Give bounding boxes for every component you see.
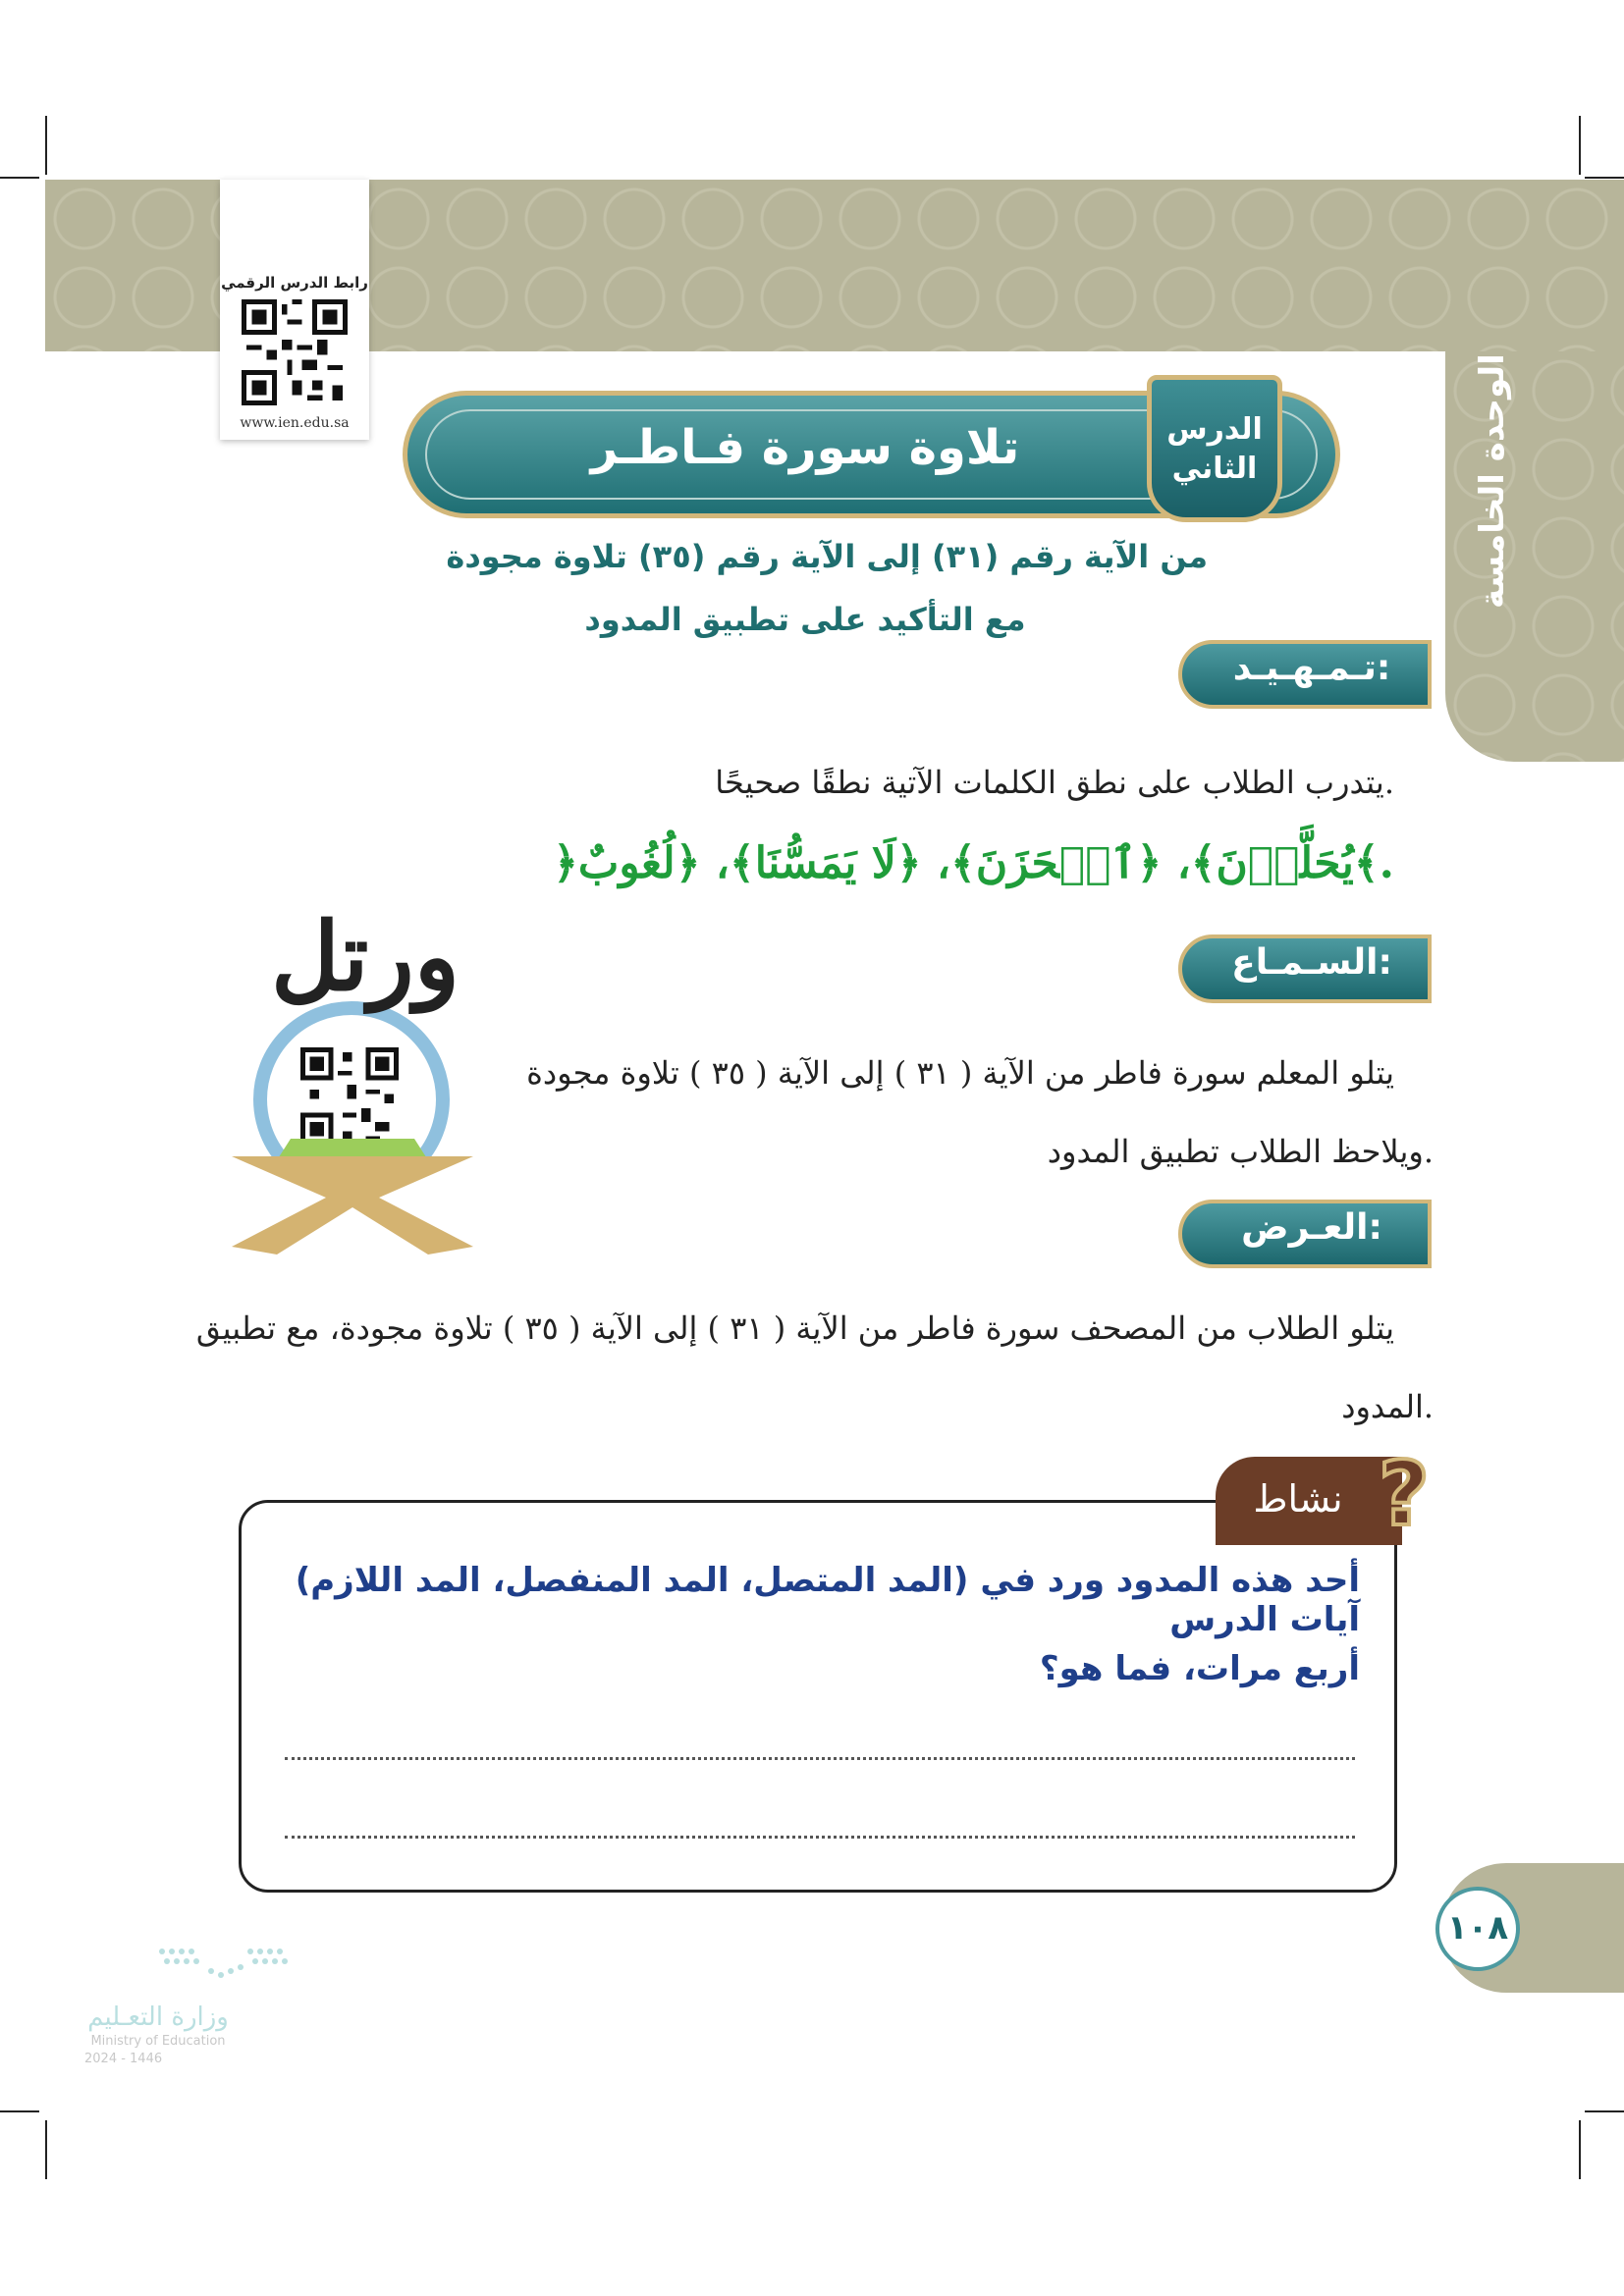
activity-box [239, 1500, 1397, 1893]
crop-mark [0, 177, 39, 179]
unit-title: الوحدة الخامسة [1473, 353, 1512, 609]
qr-label: رابط الدرس الرقمي [221, 274, 368, 292]
intro-text: يتدرب الطلاب على نطق الكلمات الآتية نطقًا صحيحًا. [715, 764, 1394, 801]
quran-words: ﴿يُحَلَّوۡنَ﴾، ﴿ٱلۡحَزَنَ﴾، ﴿لَا يَمَسُّنَا﴾، ﴿لُغُوبٌ﴾. [553, 838, 1394, 888]
answer-line-2[interactable] [285, 1836, 1355, 1839]
activity-question-line2: أربع مرات، فما هو؟ [1039, 1649, 1360, 1688]
activity-label: نشاط [1253, 1477, 1343, 1521]
tartil-logo-word: ورتل [271, 901, 460, 1012]
listening-text-line2: ويلاحظ الطلاب تطبيق المدود. [1047, 1133, 1434, 1170]
ministry-logo-icon [152, 1946, 299, 1987]
tartil-qr-code-icon[interactable] [300, 1047, 399, 1146]
qr-url[interactable]: www.ien.edu.sa [240, 415, 350, 431]
activity-question-line1: (المد المتصل، المد المنفصل، المد اللازم) أحد هذه المدود ورد في آيات الدرس [295, 1561, 1360, 1639]
ministry-year: 2024 - 1446 [84, 2052, 163, 2066]
answer-line-1[interactable] [285, 1757, 1355, 1760]
crop-mark [1579, 116, 1581, 175]
ministry-name-en: Ministry of Education [90, 2034, 226, 2049]
listening-text-line1: يتلو المعلم سورة فاطر من الآية ( ٣١ ) إلى الآية ( ٣٥ ) تلاوة مجودة [526, 1054, 1394, 1092]
crop-mark [1579, 2120, 1581, 2179]
presentation-text-line1: يتلو الطلاب من المصحف سورة فاطر من الآية ( ٣١ ) إلى الآية ( ٣٥ ) تلاوة مجودة، مع تطبيق [195, 1309, 1394, 1347]
crop-mark [1585, 177, 1624, 179]
lesson-qr-card[interactable] [220, 180, 369, 440]
section-label-presentation: العـرض: [1241, 1207, 1382, 1248]
crop-mark [0, 2110, 39, 2112]
ministry-name-ar: وزارة التعـليم [87, 2002, 229, 2032]
lesson-badge-line1: الدرس [1166, 412, 1263, 447]
crop-mark [1585, 2110, 1624, 2112]
quran-stand-icon [232, 1139, 473, 1256]
crop-mark [45, 2120, 47, 2179]
page-number: ١٠٨ [1446, 1908, 1509, 1948]
lesson-badge-line2: الثاني [1171, 452, 1258, 486]
section-label-intro: تـمـهـيـد: [1232, 648, 1391, 688]
question-mark-icon: ? [1378, 1443, 1431, 1546]
lesson-subtitle-line2: مع التأكيد على تطبيق المدود [584, 601, 1026, 638]
crop-mark [45, 116, 47, 175]
qr-code-icon[interactable] [242, 299, 348, 405]
lesson-number-label [1147, 410, 1282, 489]
presentation-text-line2: المدود. [1341, 1388, 1434, 1425]
lesson-title: تلاوة سورة فـاطـر [590, 420, 1020, 475]
section-label-listening: السـمـاع: [1231, 942, 1392, 983]
lesson-subtitle-line1: من الآية رقم (٣١) إلى الآية رقم (٣٥) تلاوة مجودة [446, 538, 1208, 575]
